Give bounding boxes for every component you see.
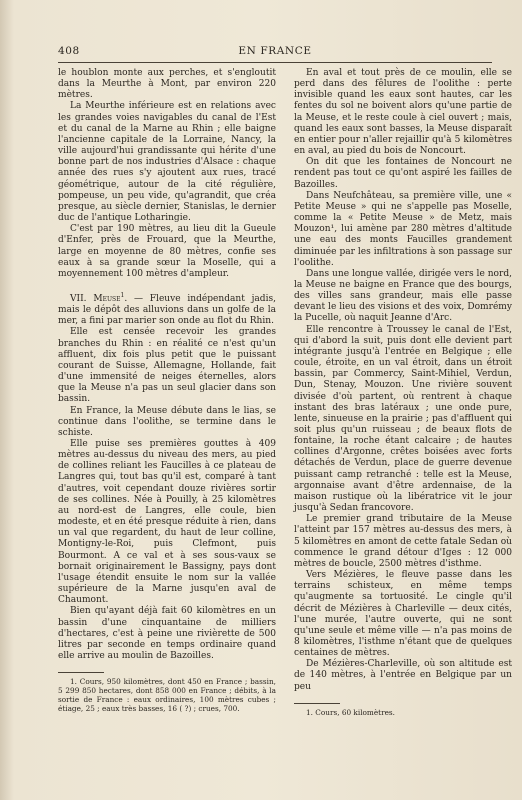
paragraph: Bien qu'ayant déjà fait 60 kilomètres en un bassin d'une cinquantaine de milliers d'hectares, c'est à peine une rivièrette de 500 litres par seconde en temps ordinaire quand elle arrive au moulin de Bazoilles. bbox=[58, 606, 276, 661]
paragraph: En France, la Meuse débute dans le lias, se continue dans l'oolithe, se termine dans le schiste. bbox=[58, 405, 276, 438]
paragraph: Elle rencontre à Troussey le canal de l'Est, qui d'abord la suit, puis dont elle devient part intégrante jusqu'à l'entrée en Belgique ; elle coule, étroite, en un val étroit, dans un étroit bassin, par Commercy, Saint-Mihiel, Verdun, Dun, Stenay, Mouzon. Une rivière souvent divisée d'où partent, où rentrent à chaque instant des bras latéraux ; une onde pure, lente, sinueuse en la prairie ; pas d'affluent qui soit plus qu'un ruisseau ; de beaux flots de fontaine, la roche étant calcaire ; de hautes collines d'Argonne, crêtes boisées avec forts détachés de Verdun, place de guerre devenue puissant camp retranché : telle est la Meuse, argonnaise avant d'être ardennaise, de la maison rustique où la libératrice vit le jour jusqu'à Sedan francovore. bbox=[294, 324, 512, 514]
paragraph: De Mézières-Charleville, où son altitude est de 140 mètres, à l'entrée en Belgique par un peu bbox=[294, 659, 512, 692]
paragraph: Dans une longue vallée, dirigée vers le nord, la Meuse ne baigne en France que des bourgs, des villes sans grandeur, mais elle passe devant le lieu des visions et des voix, Domrémy la Pucelle, où naquit Jeanne d'Arc. bbox=[294, 268, 512, 324]
paragraph: Elle puise ses premières gouttes à 409 mètres au-dessus du niveau des mers, au pied de collines reliant les Faucilles à ce plateau de Langres qui, tout bas qu'il est, comparé à tant d'autres, voit cependant douze rivières sortir de ses collines. Née à Pouilly, à 25 kilomètres au nord-est de Langres, elle coule, bien modeste, et en été presque réduite à rien, dans un val que regardent, du haut de leur colline, Montigny-le-Roi, puis Clefmont, puis Bourmont. A ce val et à ses sous-vaux se bornait originairement le Bassigny, pays dont l'usage étendit ensuite le nom sur la vallée supérieure de la Marne jusqu'en aval de Chaumont. bbox=[58, 439, 276, 606]
footnote: 1. Cours, 950 kilomètres, dont 450 en France ; bassin, 5 299 850 hectares, dont 858 000 en France ; débits, à la sortie de France : eaux ordinaires, 100 mètres cubes ; étiage, 25 ; eaux très basses, 16 ( ?) ; crues, 700. bbox=[58, 677, 276, 714]
left-column bbox=[58, 68, 276, 713]
paragraph: C'est par 190 mètres, au lieu dit la Gueule d'Enfer, près de Frouard, que la Meurthe, large en moyenne de 80 mètres, confie ses eaux à sa grande sœur la Moselle, qui a moyennement 100 mètres d'ampleur. bbox=[58, 224, 276, 279]
section-heading: VII. Meuse bbox=[70, 293, 121, 304]
section-lead-text: . — Fleuve indépendant jadis, mais le dépôt des alluvions dans un golfe de la mer, a fini par marier son onde au flot du Rhin. bbox=[58, 293, 276, 327]
footnote-rule bbox=[294, 703, 340, 704]
footnote-rule bbox=[58, 672, 104, 673]
paragraph: Dans Neufchâteau, sa première ville, une « Petite Meuse » qui ne s'appelle pas Moselle, comme la « Petite Meuse » de Metz, mais Mouzon¹, lui amène par 280 mètres d'altitude une eau des monts Faucilles grandement diminuée par les infiltrations à son passage sur l'oolithe. bbox=[294, 190, 512, 268]
footnote: 1. Cours, 60 kilomètres. bbox=[306, 707, 395, 717]
paragraph: Elle est censée recevoir les grandes branches du Rhin : en réalité ce n'est qu'un affluent, dix fois plus petit que le puissant courant de Suisse, Allemagne, Hollande, fait d'une immensité de neiges éternelles, alors que la Meuse n'a pas un seul glacier dans son bassin. bbox=[58, 327, 276, 405]
footnote-mark: 1 bbox=[120, 291, 125, 299]
right-column bbox=[294, 68, 512, 717]
paragraph: Vers Mézières, le fleuve passe dans les terrains schisteux, en même temps qu'augmente sa tortuosité. Le cingle qu'il décrit de Mézières à Charleville — deux cités, l'une murée, l'autre ouverte, qui ne sont qu'une seule et même ville — n'a pas moins de 8 kilomètres, l'isthme n'étant que de quelques centaines de mètres. bbox=[294, 570, 512, 659]
page-fold-shadow bbox=[0, 0, 14, 800]
paragraph: Le premier grand tributaire de la Meuse l'atteint par 157 mètres au-dessus des mers, à 5 kilomètres en amont de cette fatale Sedan où commence le grand détour d'Iges : 12 000 mètres de boucle, 2500 mètres d'isthme. bbox=[294, 514, 512, 569]
paragraph: La Meurthe inférieure est en relations avec les grandes voies navigables du canal de l'Est et du canal de la Marne au Rhin ; elle baigne l'ancienne capitale de la Lorraine, Nancy, la ville aujourd'hui grandissante qui hérite d'une bonne part de nos industries d'Alsace : chaque année des rues s'y ajoutent aux rues, tracé géométrique, autour de la cité régulière, pompeuse, un peu vide, qu'agrandit, que créa presque, au siècle dernier, Stanislas, le dernier duc de l'antique Lotharingie. bbox=[58, 101, 276, 224]
section-opening-paragraph bbox=[58, 290, 276, 327]
paragraph: En aval et tout près de ce moulin, elle se perd dans des fêlures de l'oolithe : perte invisible quand les eaux sont hautes, car les fentes du sol ne boivent alors qu'une partie de la Meuse, et le reste coule à ciel ouvert ; mais, quand les eaux sont basses, la Meuse disparaît en entier pour n'aller rejaillir qu'à 5 kilomètres en aval, au pied du bois de Noncourt. bbox=[294, 68, 512, 157]
header-rule bbox=[58, 62, 492, 63]
paragraph: On dit que les fontaines de Noncourt ne rendent pas tout ce qu'ont aspiré les failles de Bazoilles. bbox=[294, 157, 512, 190]
running-title: EN FRANCE bbox=[238, 45, 312, 57]
page-number: 408 bbox=[58, 45, 80, 57]
page-header bbox=[58, 45, 492, 59]
paragraph: le houblon monte aux perches, et s'engloutit dans la Meurthe à Mont, par environ 220 mètres. bbox=[58, 68, 276, 101]
